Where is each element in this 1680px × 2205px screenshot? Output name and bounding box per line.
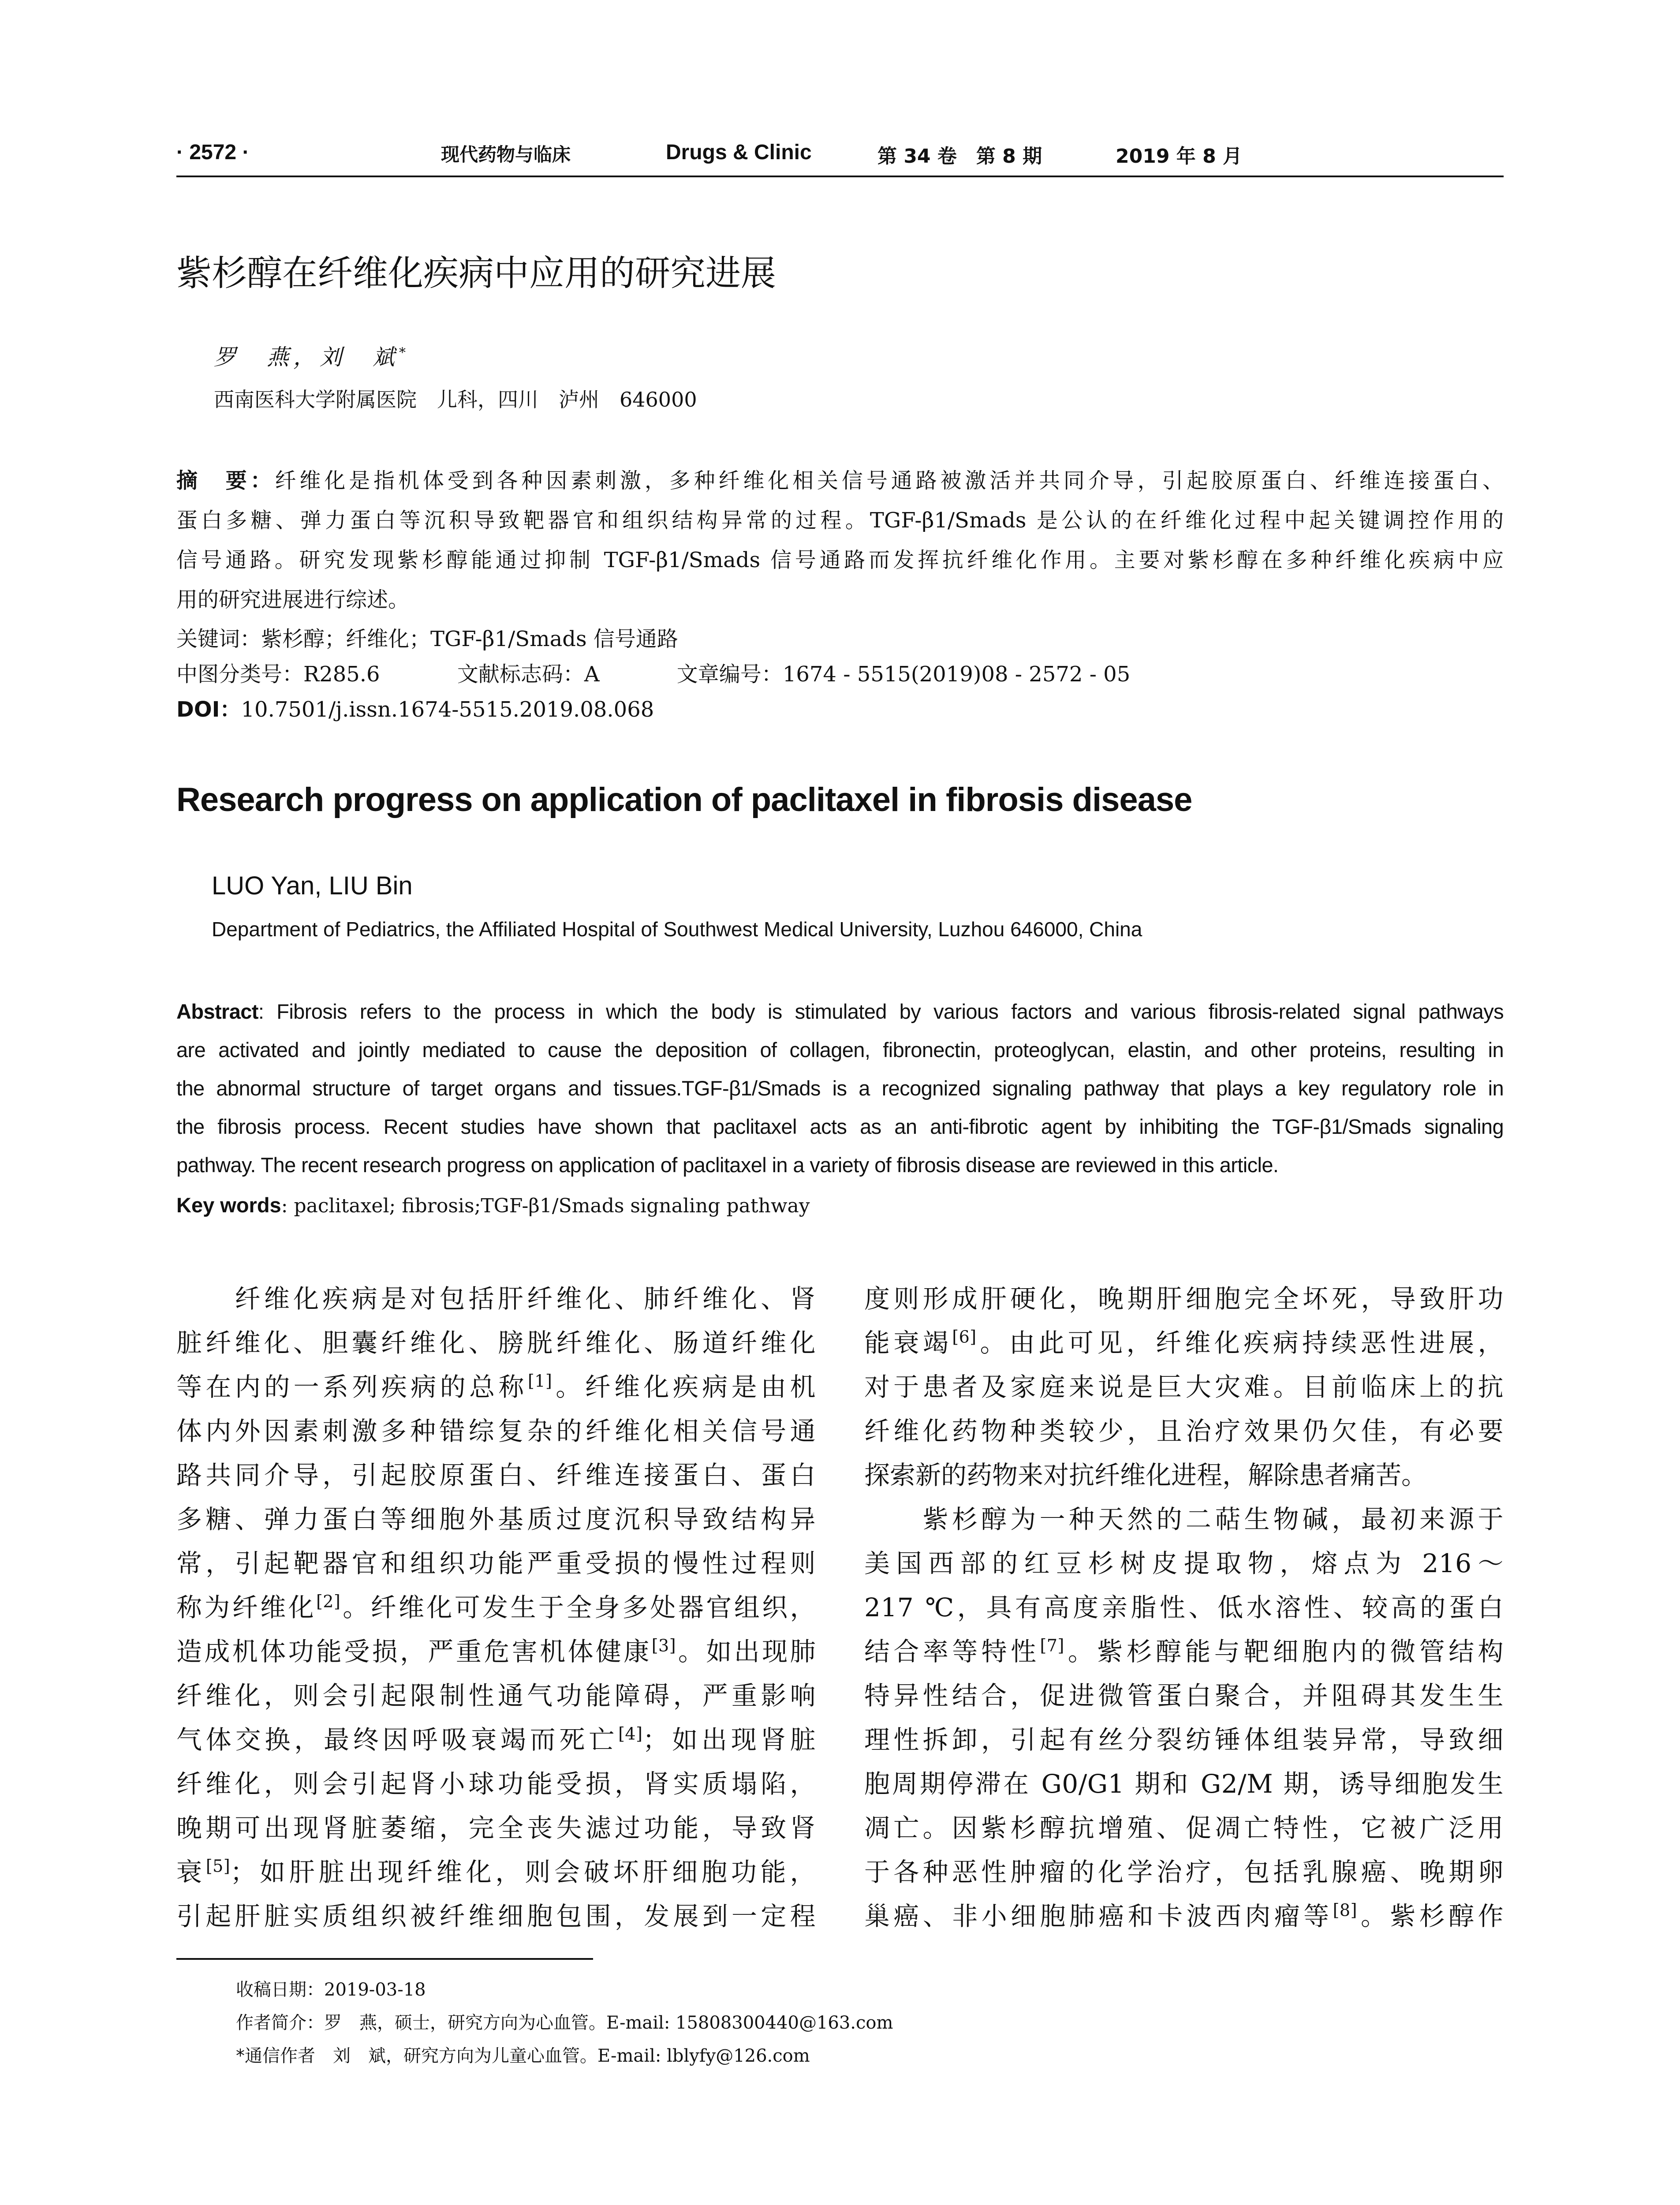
body-line: 217 ℃，具有高度亲脂性、低水溶性、较高的蛋白 — [864, 1592, 1504, 1622]
authors-en: LUO Yan, LIU Bin — [212, 871, 413, 900]
keywords-cn-label: 关键词： — [176, 627, 261, 651]
citation-ref: [5] — [205, 1856, 231, 1876]
doc-code-value: A — [584, 662, 600, 687]
body-line: 度则形成肝硬化，晚期肝细胞完全坏死，导致肝功 — [864, 1284, 1504, 1314]
abstract-en-line: the abnormal structure of target organs and tissues.TGF-β1/Smads is a recognized signaling pathway that plays a key regulatory role in — [176, 1076, 1504, 1100]
title-en: Research progress on application of paclitaxel in fibrosis disease — [176, 781, 1192, 818]
citation-ref: [4] — [618, 1724, 643, 1744]
abstract-cn-line: 摘 要：纤维化是指机体受到各种因素刺激，多种纤维化相关信号通路被激活并共同介导，引起胶原蛋白、纤维连接蛋白、 — [176, 468, 1504, 493]
doi-value: 10.7501/j.issn.1674-5515.2019.08.068 — [241, 697, 654, 722]
body-line: 能衰竭[6]。由此可见，纤维化疾病持续恶性进展， — [864, 1327, 1504, 1358]
doi-label: DOI： — [176, 697, 241, 722]
body-line: 对于患者及家庭来说是巨大灾难。目前临床上的抗 — [864, 1372, 1504, 1402]
journal-name-cn: 现代药物与临床 — [441, 144, 571, 165]
authors-cn — [214, 340, 410, 371]
abstract-cn-line: 信号通路。研究发现紫杉醇能通过抑制 TGF-β1/Smads 信号通路而发挥抗纤维化作用。主要对紫杉醇在多种纤维化疾病中应 — [176, 548, 1504, 572]
body-line: 纤维化，则会引起肾小球功能受损，肾实质塌陷， — [176, 1769, 816, 1799]
body-line: 体内外因素刺激多种错综复杂的纤维化相关信号通 — [176, 1416, 816, 1446]
corresponding-label: *通信作者 — [236, 2046, 333, 2066]
body-line: 美国西部的红豆杉树皮提取物，熔点为 216～ — [864, 1548, 1504, 1578]
citation-ref: [8] — [1333, 1900, 1357, 1920]
body-line: 凋亡。因紫杉醇抗增殖、促凋亡特性，它被广泛用 — [864, 1813, 1504, 1843]
volume-issue: 第 34 卷 第 8 期 — [877, 145, 1042, 168]
body-line: 等在内的一系列疾病的总称[1]。纤维化疾病是由机 — [176, 1371, 816, 1402]
abstract-en-line: are activated and jointly mediated to cause the deposition of collagen, fibronectin, proteoglycan, elastin, and other proteins, resulting in — [176, 1038, 1504, 1061]
citation-ref: [6] — [952, 1327, 977, 1347]
affiliation-en: Department of Pediatrics, the Affiliated Hospital of Southwest Medical University, Luzhou 646000, China — [212, 918, 1142, 941]
body-line: 纤维化药物种类较少，且治疗效果仍欠佳，有必要 — [864, 1416, 1504, 1446]
abstract-cn — [176, 461, 1504, 620]
author-value: 罗 燕，硕士，研究方向为心血管。E-mail: 15808300440@163.com — [324, 2013, 893, 2033]
citation-ref: [3] — [651, 1636, 676, 1656]
footnote-author — [236, 2009, 893, 2034]
doc-code-label: 文献标志码： — [457, 662, 584, 687]
article-no-label: 文章编号： — [676, 662, 783, 687]
body-line: 引起肝脏实质组织被纤维细胞包围，发展到一定程 — [176, 1901, 816, 1931]
keywords-cn — [176, 622, 678, 652]
journal-name-en: Drugs & Clinic — [666, 141, 812, 164]
citation-ref: [7] — [1040, 1636, 1064, 1656]
body-line: 路共同介导，引起胶原蛋白、纤维连接蛋白、蛋白 — [176, 1460, 816, 1490]
abstract-cn-label: 摘 要： — [176, 468, 275, 493]
abstract-cn-line: 用的研究进展进行综述。 — [176, 587, 410, 612]
body-line: 理性拆卸，引起有丝分裂纺锤体组装异常，导致细 — [864, 1725, 1504, 1755]
body-line: 特异性结合，促进微管蛋白聚合，并阻碍其发生生 — [864, 1681, 1504, 1711]
classification-line — [176, 657, 1130, 688]
abstract-en-line: Abstract: Fibrosis refers to the process in which the body is stimulated by various factors and various fibrosis-related signal pathways — [176, 1000, 1504, 1023]
body-line: 于各种恶性肿瘤的化学治疗，包括乳腺癌、晚期卵 — [864, 1857, 1504, 1887]
body-line: 结合率等特性[7]。紫杉醇能与靶细胞内的微管结构 — [864, 1636, 1504, 1667]
authors-cn-text: 罗 燕，刘 斌 — [214, 344, 399, 370]
body-line: 巢癌、非小细胞肺癌和卡波西肉瘤等[8]。紫杉醇作 — [864, 1900, 1504, 1931]
abstract-en-label: Abstract — [176, 1000, 258, 1023]
clc-value: R285.6 — [303, 662, 380, 687]
clc-label: 中图分类号： — [176, 662, 304, 687]
affiliation-cn: 西南医科大学附属医院 儿科，四川 泸州 646000 — [214, 388, 697, 411]
body-line: 造成机体功能受损，严重危害机体健康[3]。如出现肺 — [176, 1636, 816, 1667]
body-line: 晚期可出现肾脏萎缩，完全丧失滤过功能，导致肾 — [176, 1813, 816, 1843]
keywords-en-value: : paclitaxel; fibrosis;TGF-β1/Smads signaling pathway — [281, 1195, 810, 1217]
footnote-rule — [176, 1958, 593, 1960]
footnote-received — [236, 1976, 426, 2001]
footnote-corresponding — [236, 2042, 810, 2067]
body-line: 胞周期停滞在 G0/G1 期和 G2/M 期，诱导细胞发生 — [864, 1769, 1504, 1799]
body-line: 多糖、弹力蛋白等细胞外基质过度沉积导致结构异 — [176, 1504, 816, 1534]
corresponding-value: 刘 斌，研究方向为儿童心血管。E-mail: lblyfy@126.com — [333, 2046, 810, 2066]
corresponding-mark: * — [399, 345, 410, 361]
body-line: 常，引起靶器官和组织功能严重受损的慢性过程则 — [176, 1548, 816, 1578]
abstract-en-line: the fibrosis process. Recent studies have shown that paclitaxel acts as an anti-fibrotic agent by inhibiting the TGF-β1/Smads signaling — [176, 1115, 1504, 1138]
body-line: 衰[5]；如肝脏出现纤维化，则会破坏肝细胞功能， — [176, 1856, 816, 1887]
article-no-value: 1674 - 5515(2019)08 - 2572 - 05 — [782, 662, 1131, 687]
body-line: 纤维化，则会引起限制性通气功能障碍，严重影响 — [176, 1681, 816, 1711]
received-value: 2019-03-18 — [324, 1980, 426, 2000]
body-column-right — [864, 1277, 1504, 1938]
doi-line — [176, 692, 654, 723]
abstract-cn-line: 蛋白多糖、弹力蛋白等沉积导致靶器官和组织结构异常的过程。TGF-β1/Smads 是公认的在纤维化过程中起关键调控作用的 — [176, 508, 1504, 533]
body-line: 脏纤维化、胆囊纤维化、膀胱纤维化、肠道纤维化 — [176, 1328, 816, 1358]
keywords-en — [176, 1193, 810, 1217]
citation-ref: [2] — [316, 1592, 341, 1611]
author-label: 作者简介： — [236, 2013, 324, 2033]
keywords-en-label: Key words — [176, 1193, 281, 1217]
body-line: 紫杉醇为一种天然的二萜生物碱，最初来源于 — [864, 1504, 1504, 1534]
issue-date: 2019 年 8 月 — [1116, 145, 1243, 168]
abstract-en-line: pathway. The recent research progress on application of paclitaxel in a variety of fibrosis disease are reviewed in this article. — [176, 1153, 1279, 1177]
citation-ref: [1] — [527, 1371, 553, 1391]
body-line: 称为纤维化[2]。纤维化可发生于全身多处器官组织， — [176, 1592, 816, 1622]
received-label: 收稿日期： — [236, 1980, 324, 2000]
body-line: 纤维化疾病是对包括肝纤维化、肺纤维化、肾 — [176, 1284, 816, 1314]
page-number: · 2572 · — [176, 141, 250, 164]
running-header — [176, 140, 1504, 176]
keywords-cn-value: 紫杉醇；纤维化；TGF-β1/Smads 信号通路 — [261, 627, 678, 651]
abstract-en — [176, 992, 1504, 1184]
body-column-left — [176, 1277, 816, 1938]
body-line: 气体交换，最终因呼吸衰竭而死亡[4]；如出现肾脏 — [176, 1724, 816, 1755]
body-line: 探索新的药物来对抗纤维化进程，解除患者痛苦。 — [864, 1460, 1427, 1490]
title-cn: 紫杉醇在纤维化疾病中应用的研究进展 — [176, 253, 776, 294]
header-rule — [176, 176, 1504, 177]
